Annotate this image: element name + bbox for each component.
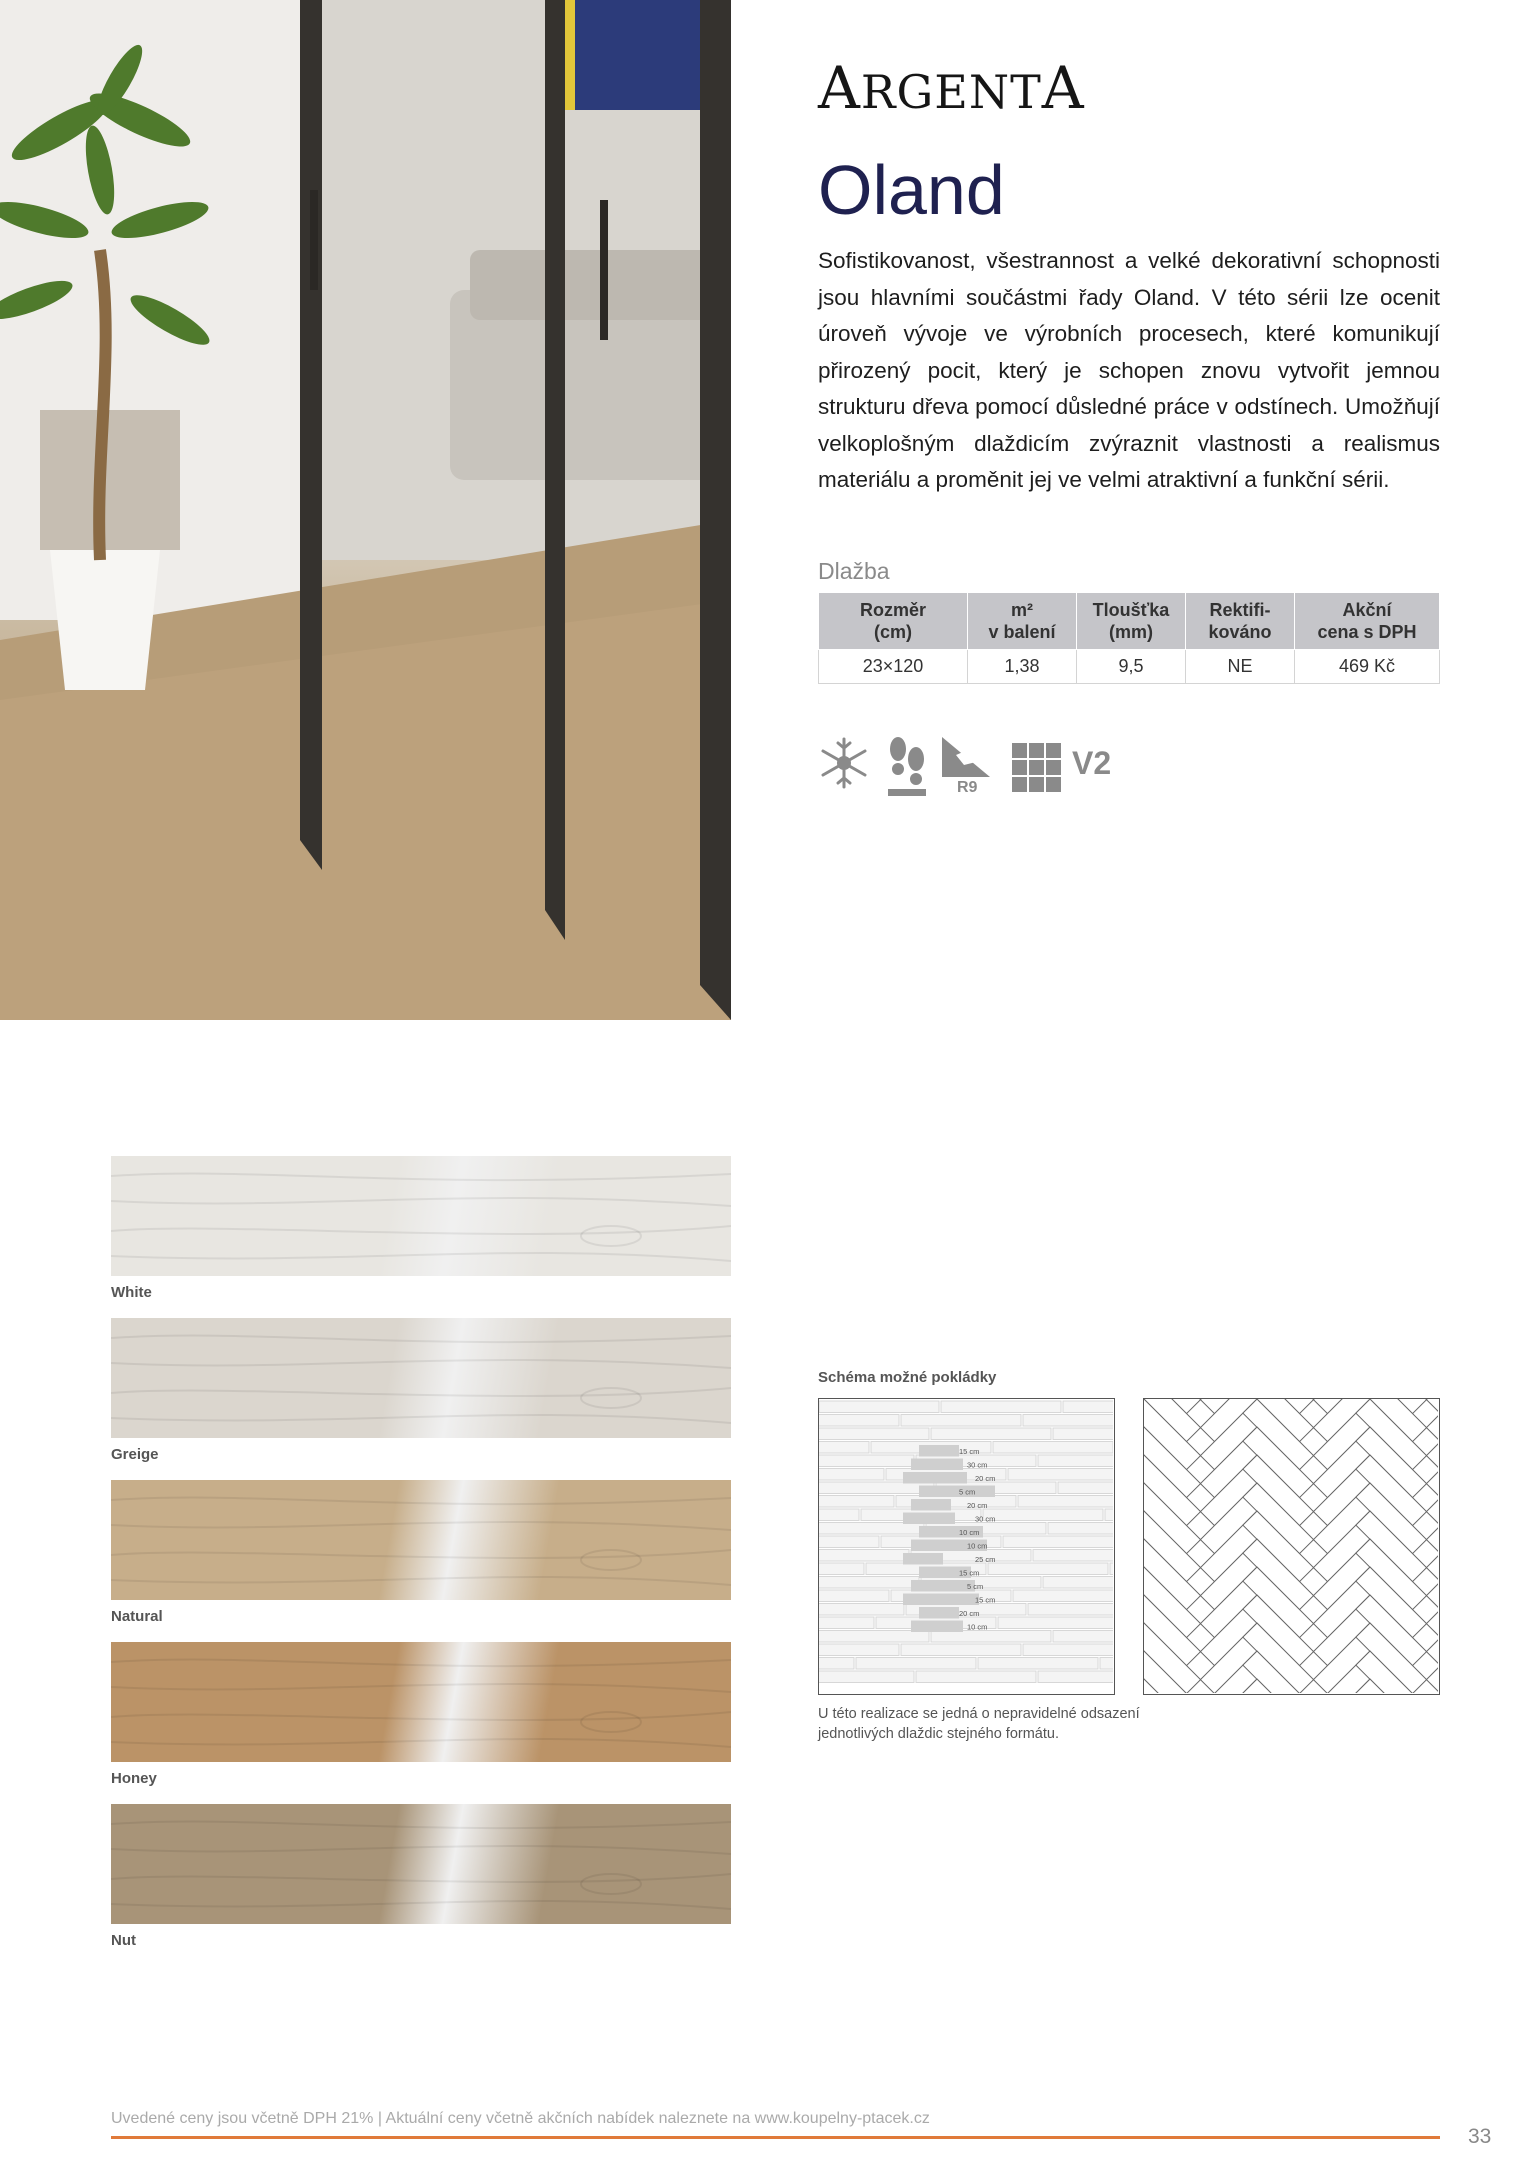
offset-label: 15 cm [959,1447,980,1456]
cell-size: 23×120 [819,650,968,684]
herringbone-schema [1143,1398,1440,1695]
swatch-label: White [111,1284,152,1301]
herringbone-pattern [1144,1399,1438,1693]
spec-table [818,592,1440,684]
brand-middle: RGENT [860,65,1042,119]
spec-header-row [819,593,1440,650]
page-number: 33 [1468,2125,1492,2148]
frost-resistant-icon [818,735,870,791]
swatch-image [111,1480,731,1600]
offset-label: 20 cm [967,1501,988,1510]
product-description: Sofistikovanost, všestrannost a velké dekorativní schopnosti jsou hlavními součástmi řady Oland. V této sérii lze ocenit úroveň vývoje ve výrobních procesech, které komunikují přirozený pocit, který je schopen znovu vytvořit jemnou strukturu dřeva pomocí důsledné práce v odstínech. Umožňují velkoplošným dlaždicím zvýraznit vlastnosti a realismus materiálu a proměnit jej ve velmi atraktivní a funkční sérii. [818,248,1440,492]
schema-title: Schéma možné pokládky [818,1369,997,1386]
cell-rectified: NE [1186,650,1295,684]
offset-label: 15 cm [975,1595,996,1605]
slip-rating: R9 [957,779,978,796]
anti-slip-icon [940,735,992,779]
brand-initial: A [818,54,861,122]
offset-label: 10 cm [967,1541,988,1551]
header-thickness: Tloušťka (mm) [1077,593,1186,650]
header-size: Rozměr (cm) [819,593,968,650]
table-row [819,650,1440,684]
offset-label: 10 cm [959,1528,980,1537]
section-label: Dlažba [818,558,890,584]
swatch-image [111,1804,731,1924]
swatch-label: Greige [111,1446,159,1463]
header-m2: m² v balení [968,593,1077,650]
variation-label: V2 [1072,745,1112,781]
footer-note: Uvedené ceny jsou včetně DPH 21% | Aktuální ceny včetně akčních nabídek naleznete na www.koupelny-ptacek.cz [111,2110,930,2127]
offset-label: 15 cm [959,1568,980,1578]
hero-photo [0,0,731,1020]
interior-illustration [0,0,731,1020]
cell-m2: 1,38 [968,650,1077,684]
swatch-label: Honey [111,1770,157,1787]
footer-divider [111,2136,1440,2139]
offset-label: 5 cm [959,1487,976,1497]
offset-label: 30 cm [967,1460,988,1470]
swatch-image [111,1156,731,1276]
footprints-icon [886,735,928,797]
offset-label: 20 cm [975,1474,996,1483]
offset-pattern [819,1399,1113,1693]
cell-thickness: 9,5 [1077,650,1186,684]
swatch-label: Natural [111,1608,163,1625]
swatch-image [111,1318,731,1438]
offset-label: 10 cm [967,1622,988,1632]
offset-laying-schema [818,1398,1115,1695]
schema-note: U této realizace se jedná o nepravidelné odsazení jednotlivých dlaždic stejného formátu. [818,1706,1140,1742]
offset-label: 25 cm [975,1555,996,1564]
brand-final: A [1041,54,1085,122]
cell-price: 469 Kč [1295,650,1440,684]
swatch-image [111,1642,731,1762]
header-price: Akční cena s DPH [1295,593,1440,650]
offset-label: 20 cm [959,1609,980,1618]
offset-label: 5 cm [967,1582,984,1591]
swatch-label: Nut [111,1932,136,1949]
tile-grid-icon [1012,743,1062,793]
offset-label: 30 cm [975,1514,996,1524]
page-title: Oland [818,151,1005,229]
brand-logo [818,50,1085,122]
header-rectified: Rektifi- kováno [1186,593,1295,650]
